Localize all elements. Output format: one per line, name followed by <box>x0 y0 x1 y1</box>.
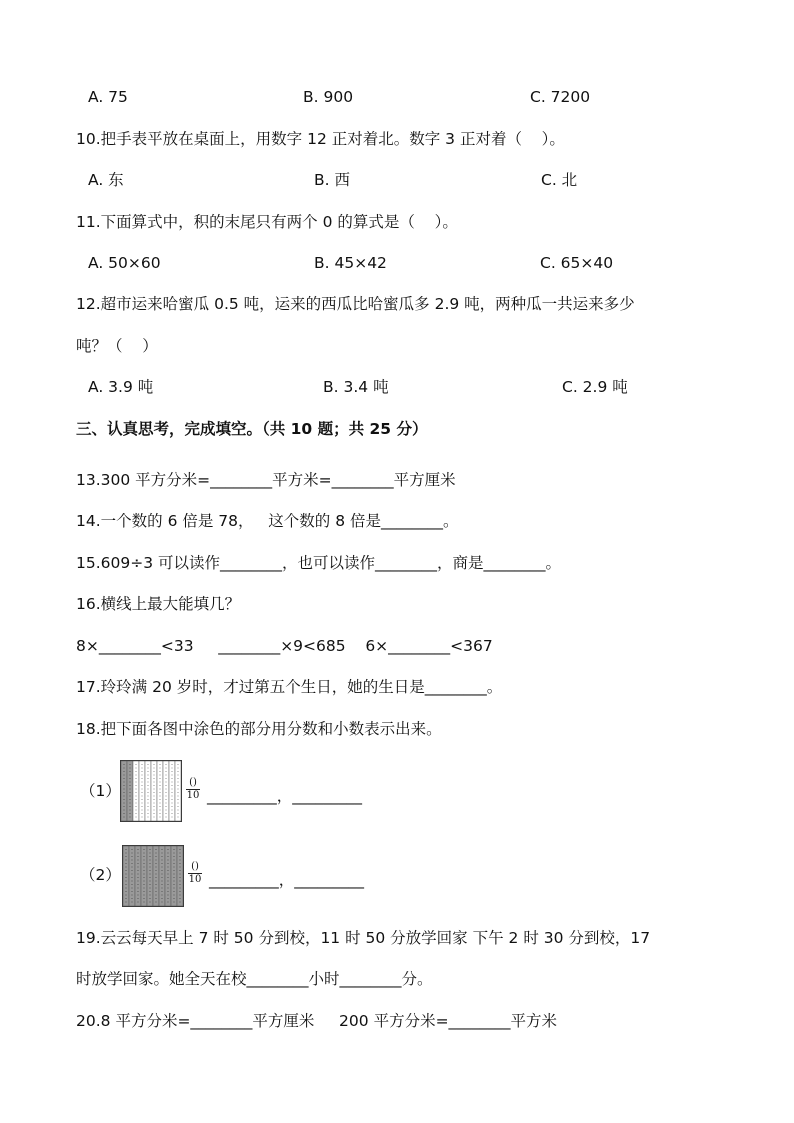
section-3-title: 三、认真思考，完成填空。（共 10 题；共 25 分） <box>76 420 428 438</box>
q18-fig2-column-shaded <box>147 846 153 906</box>
q18-fig1-grid <box>120 760 182 822</box>
q11-option-c: C. 65×40 <box>540 254 614 272</box>
q18-fig2-column-shaded <box>171 846 177 906</box>
q18-fig1-column <box>169 761 175 821</box>
q15-question: 15.609÷3 可以读作________，也可以读作________，商是________。 <box>76 554 562 572</box>
q18-question: 18.把下面各图中涂色的部分用分数和小数表示出来。 <box>76 720 442 738</box>
q20-question: 20.8 平方分米=________平方厘米 200 平方分米=________平方米 <box>76 1012 558 1030</box>
q18-fig2-fraction <box>188 861 202 886</box>
q18-fig2-fraction-numerator: () <box>188 861 202 874</box>
q11-option-b: B. 45×42 <box>314 254 387 272</box>
q9-option-a: A. 75 <box>88 88 128 106</box>
q9-option-b: B. 900 <box>303 88 354 106</box>
q14-question: 14.一个数的 6 倍是 78， 这个数的 8 倍是________。 <box>76 512 459 530</box>
q18-fig2-label: （2） <box>80 866 121 884</box>
q19-question-line2: 时放学回家。她全天在校________小时________分。 <box>76 970 433 988</box>
q18-fig2-column-shaded <box>165 846 171 906</box>
q18-fig1-column-shaded <box>121 761 127 821</box>
q18-fig1-column-shaded <box>127 761 133 821</box>
q18-fig1-column <box>157 761 163 821</box>
q18-fig1-label: （1） <box>80 782 121 800</box>
q18-fig1-column <box>151 761 157 821</box>
q18-fig1-fraction <box>186 777 200 802</box>
q11-question: 11.下面算式中，积的末尾只有两个 0 的算式是（ ）。 <box>76 213 458 231</box>
q18-fig1-column <box>163 761 169 821</box>
q18-fig2-grid <box>122 845 184 907</box>
q17-question: 17.玲玲满 20 岁时，才过第五个生日，她的生日是________。 <box>76 678 503 696</box>
q18-fig1-fraction-denominator: 10 <box>186 790 200 801</box>
q18-fig2-column-shaded <box>141 846 147 906</box>
q10-option-b: B. 西 <box>314 171 350 189</box>
q18-fig2-column-shaded <box>159 846 165 906</box>
q18-fig1-fraction-numerator: () <box>186 777 200 790</box>
q10-option-c: C. 北 <box>541 171 578 189</box>
q18-fig2-answer-blanks: _________，_________ <box>209 871 365 889</box>
q18-fig2-fraction-denominator: 10 <box>188 874 202 885</box>
q18-fig2-column-shaded <box>129 846 135 906</box>
q18-fig1-column <box>145 761 151 821</box>
q12-question-line1: 12.超市运来哈蜜瓜 0.5 吨，运来的西瓜比哈蜜瓜多 2.9 吨，两种瓜一共运来多少 <box>76 295 635 313</box>
q18-fig2-column-shaded <box>153 846 159 906</box>
q13-question: 13.300 平方分米=________平方米=________平方厘米 <box>76 471 456 489</box>
q18-fig2-column-shaded <box>123 846 129 906</box>
q19-question-line1: 19.云云每天早上 7 时 50 分到校，11 时 50 分放学回家 下午 2 时 30 分到校，17 <box>76 929 651 947</box>
q16-question: 16.横线上最大能填几？ <box>76 595 241 613</box>
q18-fig1-column <box>133 761 139 821</box>
q18-fig1-column <box>175 761 181 821</box>
q9-option-c: C. 7200 <box>530 88 591 106</box>
q16-expressions: 8×________<33 ________×9<685 6×________<367 <box>76 637 493 655</box>
q18-fig2-column-shaded <box>177 846 183 906</box>
q10-option-a: A. 东 <box>88 171 124 189</box>
q12-option-b: B. 3.4 吨 <box>323 378 389 396</box>
q12-option-c: C. 2.9 吨 <box>562 378 628 396</box>
q12-question-line2: 吨？（ ） <box>76 337 158 355</box>
q11-option-a: A. 50×60 <box>88 254 161 272</box>
q10-question: 10.把手表平放在桌面上，用数字 12 正对着北。数字 3 正对着（ ）。 <box>76 130 565 148</box>
q12-option-a: A. 3.9 吨 <box>88 378 154 396</box>
q18-fig1-column <box>139 761 145 821</box>
q18-fig1-answer-blanks: _________，_________ <box>207 787 363 805</box>
q18-fig2-column-shaded <box>135 846 141 906</box>
